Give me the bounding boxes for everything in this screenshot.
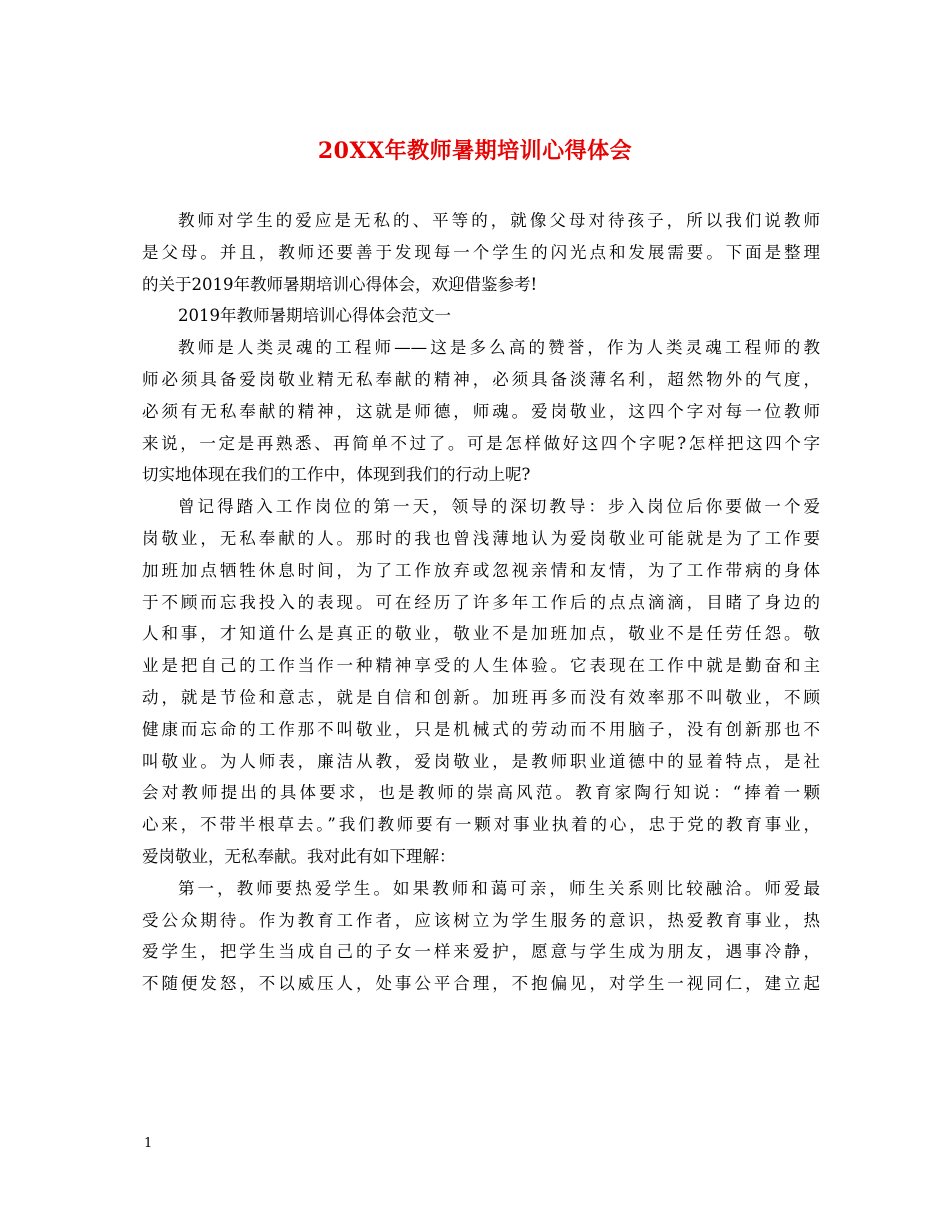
text-line: 叫敬业。为人师表，廉洁从教，爱岗敬业，是教师职业道德中的显着特点，是社 <box>142 751 820 771</box>
text-line: 的关于2019年教师暑期培训心得体会，欢迎借鉴参考! <box>142 274 538 294</box>
text-line: 会对教师提出的具体要求，也是教师的崇高风范。教育家陶行知说：“捧着一颗 <box>142 783 820 803</box>
document-title: 20XX年教师暑期培训心得体会 <box>317 138 633 164</box>
text-line: 于不顾而忘我投入的表现。可在经历了许多年工作后的点点滴滴，目睹了身边的 <box>142 592 820 612</box>
text-line: 教师对学生的爱应是无私的、平等的，就像父母对待孩子，所以我们说教师 <box>178 211 820 230</box>
text-line: 师必须具备爱岗敬业精无私奉献的精神，必须具备淡薄名利，超然物外的气度， <box>142 369 820 389</box>
paragraph <box>142 300 820 332</box>
text-line: 来说，一定是再熟悉、再简单不过了。可是怎样做好这四个字呢?怎样把这四个字 <box>142 433 820 453</box>
text-line: 爱岗敬业，无私奉献。我对此有如下理解： <box>142 846 456 866</box>
text-line: 人和事，才知道什么是真正的敬业，敬业不是加班加点，敬业不是任劳任怨。敬 <box>142 624 820 644</box>
text-line: 受公众期待。作为教育工作者，应该树立为学生服务的意识，热爱教育事业，热 <box>142 910 820 930</box>
paragraph <box>142 873 820 1000</box>
text-line: 2019年教师暑期培训心得体会范文一 <box>178 306 451 326</box>
text-line: 切实地体现在我们的工作中，体现到我们的行动上呢? <box>142 465 531 485</box>
paragraph <box>142 205 820 300</box>
text-line: 岗敬业，无私奉献的人。那时的我也曾浅薄地认为爱岗敬业可能就是为了工作要 <box>142 528 820 548</box>
text-line: 心来，不带半根草去。”我们教师要有一颗对事业执着的心，忠于党的教育事业， <box>142 815 820 835</box>
text-line: 必须有无私奉献的精神，这就是师德，师魂。爱岗敬业，这四个字对每一位教师 <box>142 401 820 421</box>
page-number: 1 <box>144 1136 153 1151</box>
text-line: 第一，教师要热爱学生。如果教师和蔼可亲，师生关系则比较融洽。师爱最 <box>178 878 820 898</box>
document-body <box>142 205 820 1000</box>
text-line: 加班加点牺牲休息时间，为了工作放弃或忽视亲情和友情，为了工作带病的身体 <box>142 560 820 580</box>
text-line: 曾记得踏入工作岗位的第一天，领导的深切教导：步入岗位后你要做一个爱 <box>178 497 820 517</box>
paragraph <box>142 491 820 873</box>
text-line: 不随便发怒，不以威压人，处事公平合理，不抱偏见，对学生一视同仁，建立起 <box>142 974 820 994</box>
text-line: 教师是人类灵魂的工程师——这是多么高的赞誉，作为人类灵魂工程师的教 <box>178 338 820 358</box>
text-line: 业是把自己的工作当作一种精神享受的人生体验。它表现在工作中就是勤奋和主 <box>142 656 820 676</box>
paragraph <box>142 332 820 491</box>
text-line: 爱学生，把学生当成自己的子女一样来爱护，愿意与学生成为朋友，遇事冷静， <box>142 942 820 962</box>
text-line: 动，就是节俭和意志，就是自信和创新。加班再多而没有效率那不叫敬业，不顾 <box>142 687 820 707</box>
text-line: 是父母。并且，教师还要善于发现每一个学生的闪光点和发展需要。下面是整理 <box>142 242 820 262</box>
text-line: 健康而忘命的工作那不叫敬业，只是机械式的劳动而不用脑子，没有创新那也不 <box>142 719 820 739</box>
